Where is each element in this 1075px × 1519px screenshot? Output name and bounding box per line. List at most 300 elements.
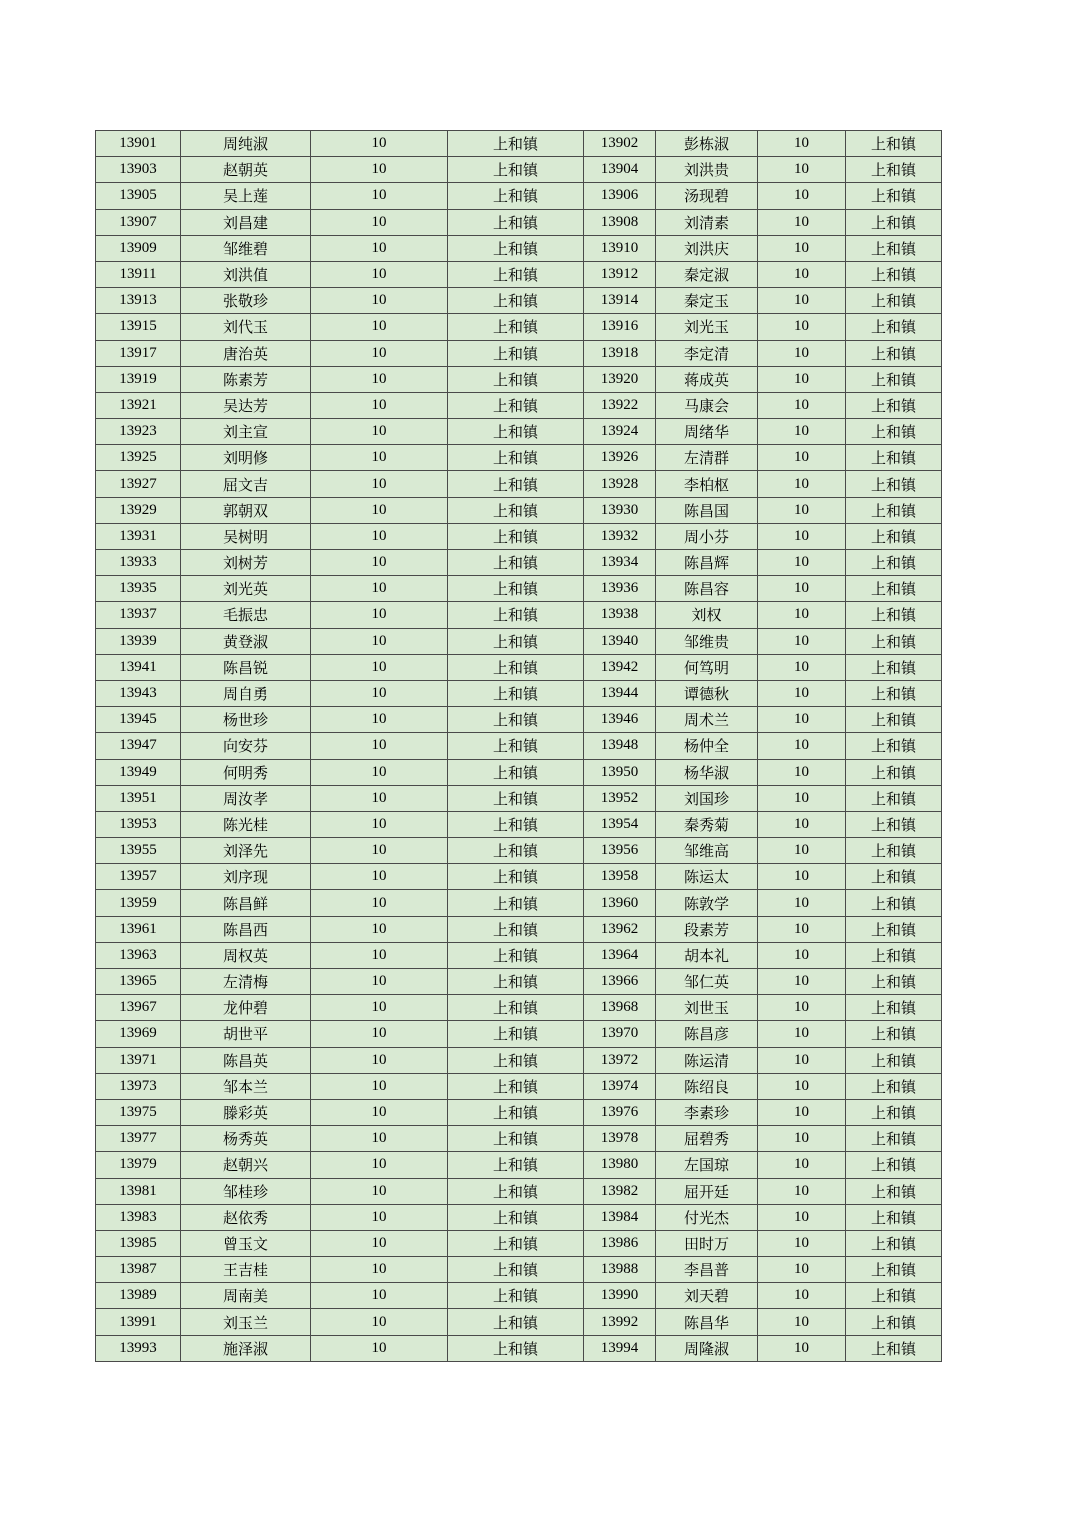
person-name-left: 陈昌英	[181, 1047, 311, 1073]
person-name-left: 邹本兰	[181, 1073, 311, 1099]
amount-left: 10	[311, 759, 448, 785]
person-name-left: 邹维碧	[181, 235, 311, 261]
record-id-left: 13935	[96, 576, 181, 602]
data-table	[95, 130, 942, 1362]
person-name-left: 刘明修	[181, 445, 311, 471]
amount-left: 10	[311, 785, 448, 811]
record-id-right: 13904	[584, 157, 656, 183]
amount-left: 10	[311, 576, 448, 602]
person-name-left: 周自勇	[181, 680, 311, 706]
town-name-right: 上和镇	[846, 1178, 942, 1204]
person-name-right: 田时万	[656, 1230, 758, 1256]
town-name-right: 上和镇	[846, 628, 942, 654]
town-name-right: 上和镇	[846, 602, 942, 628]
town-name-left: 上和镇	[448, 366, 584, 392]
person-name-right: 陈敦学	[656, 890, 758, 916]
town-name-left: 上和镇	[448, 916, 584, 942]
person-name-right: 周隆淑	[656, 1335, 758, 1361]
town-name-left: 上和镇	[448, 1230, 584, 1256]
table-row	[96, 1283, 942, 1309]
amount-right: 10	[758, 916, 846, 942]
record-id-right: 13950	[584, 759, 656, 785]
town-name-right: 上和镇	[846, 811, 942, 837]
amount-right: 10	[758, 1047, 846, 1073]
town-name-left: 上和镇	[448, 1204, 584, 1230]
record-id-right: 13986	[584, 1230, 656, 1256]
person-name-left: 赵朝兴	[181, 1152, 311, 1178]
table-body	[96, 131, 942, 1362]
town-name-left: 上和镇	[448, 131, 584, 157]
amount-right: 10	[758, 497, 846, 523]
record-id-left: 13947	[96, 733, 181, 759]
town-name-left: 上和镇	[448, 864, 584, 890]
amount-right: 10	[758, 131, 846, 157]
person-name-right: 屈碧秀	[656, 1126, 758, 1152]
amount-right: 10	[758, 1283, 846, 1309]
person-name-left: 唐治英	[181, 340, 311, 366]
amount-right: 10	[758, 1257, 846, 1283]
person-name-left: 吴树明	[181, 523, 311, 549]
town-name-left: 上和镇	[448, 523, 584, 549]
record-id-left: 13973	[96, 1073, 181, 1099]
record-id-right: 13970	[584, 1021, 656, 1047]
record-id-left: 13905	[96, 183, 181, 209]
table-row	[96, 288, 942, 314]
person-name-left: 郭朝双	[181, 497, 311, 523]
record-id-left: 13943	[96, 680, 181, 706]
amount-left: 10	[311, 1309, 448, 1335]
town-name-right: 上和镇	[846, 288, 942, 314]
amount-left: 10	[311, 707, 448, 733]
town-name-left: 上和镇	[448, 1047, 584, 1073]
town-name-right: 上和镇	[846, 366, 942, 392]
person-name-left: 吴达芳	[181, 392, 311, 418]
town-name-left: 上和镇	[448, 733, 584, 759]
table-row	[96, 838, 942, 864]
record-id-right: 13922	[584, 392, 656, 418]
table-row	[96, 1126, 942, 1152]
person-name-right: 陈昌国	[656, 497, 758, 523]
town-name-right: 上和镇	[846, 1126, 942, 1152]
person-name-left: 胡世平	[181, 1021, 311, 1047]
town-name-right: 上和镇	[846, 1309, 942, 1335]
record-id-right: 13968	[584, 995, 656, 1021]
record-id-left: 13991	[96, 1309, 181, 1335]
table-row	[96, 1073, 942, 1099]
amount-left: 10	[311, 916, 448, 942]
person-name-right: 周术兰	[656, 707, 758, 733]
amount-right: 10	[758, 838, 846, 864]
amount-left: 10	[311, 1178, 448, 1204]
town-name-left: 上和镇	[448, 392, 584, 418]
amount-right: 10	[758, 890, 846, 916]
record-id-right: 13912	[584, 261, 656, 287]
record-id-left: 13959	[96, 890, 181, 916]
town-name-left: 上和镇	[448, 838, 584, 864]
amount-right: 10	[758, 1099, 846, 1125]
record-id-right: 13956	[584, 838, 656, 864]
person-name-right: 秦定玉	[656, 288, 758, 314]
person-name-right: 邹仁英	[656, 969, 758, 995]
table-row	[96, 550, 942, 576]
record-id-left: 13985	[96, 1230, 181, 1256]
table-row	[96, 1152, 942, 1178]
town-name-left: 上和镇	[448, 1283, 584, 1309]
table-row	[96, 471, 942, 497]
amount-left: 10	[311, 890, 448, 916]
town-name-right: 上和镇	[846, 392, 942, 418]
record-id-left: 13993	[96, 1335, 181, 1361]
person-name-left: 陈光桂	[181, 811, 311, 837]
person-name-left: 陈素芳	[181, 366, 311, 392]
table-row	[96, 1047, 942, 1073]
town-name-right: 上和镇	[846, 157, 942, 183]
record-id-right: 13928	[584, 471, 656, 497]
record-id-right: 13914	[584, 288, 656, 314]
person-name-left: 刘树芳	[181, 550, 311, 576]
record-id-right: 13952	[584, 785, 656, 811]
record-id-left: 13941	[96, 654, 181, 680]
record-id-left: 13933	[96, 550, 181, 576]
amount-right: 10	[758, 1178, 846, 1204]
record-id-left: 13975	[96, 1099, 181, 1125]
amount-right: 10	[758, 1204, 846, 1230]
person-name-left: 施泽淑	[181, 1335, 311, 1361]
person-name-right: 马康会	[656, 392, 758, 418]
town-name-right: 上和镇	[846, 1230, 942, 1256]
town-name-right: 上和镇	[846, 1073, 942, 1099]
table-row	[96, 183, 942, 209]
person-name-right: 邹维高	[656, 838, 758, 864]
town-name-left: 上和镇	[448, 969, 584, 995]
record-id-left: 13903	[96, 157, 181, 183]
person-name-right: 陈绍良	[656, 1073, 758, 1099]
town-name-right: 上和镇	[846, 1283, 942, 1309]
town-name-right: 上和镇	[846, 523, 942, 549]
table-row	[96, 235, 942, 261]
town-name-left: 上和镇	[448, 628, 584, 654]
record-id-left: 13971	[96, 1047, 181, 1073]
amount-left: 10	[311, 1099, 448, 1125]
amount-right: 10	[758, 209, 846, 235]
table-row	[96, 811, 942, 837]
amount-left: 10	[311, 235, 448, 261]
person-name-left: 刘光英	[181, 576, 311, 602]
table-row	[96, 916, 942, 942]
record-id-left: 13961	[96, 916, 181, 942]
record-id-right: 13990	[584, 1283, 656, 1309]
record-id-right: 13944	[584, 680, 656, 706]
person-name-left: 杨世珍	[181, 707, 311, 733]
person-name-left: 陈昌锐	[181, 654, 311, 680]
town-name-right: 上和镇	[846, 1047, 942, 1073]
amount-right: 10	[758, 1152, 846, 1178]
amount-right: 10	[758, 419, 846, 445]
record-id-right: 13972	[584, 1047, 656, 1073]
table-row	[96, 1230, 942, 1256]
town-name-right: 上和镇	[846, 340, 942, 366]
town-name-right: 上和镇	[846, 471, 942, 497]
record-id-right: 13960	[584, 890, 656, 916]
town-name-left: 上和镇	[448, 1178, 584, 1204]
person-name-right: 刘天碧	[656, 1283, 758, 1309]
table-row	[96, 366, 942, 392]
person-name-right: 刘权	[656, 602, 758, 628]
record-id-right: 13940	[584, 628, 656, 654]
record-id-right: 13988	[584, 1257, 656, 1283]
person-name-left: 曾玉文	[181, 1230, 311, 1256]
amount-right: 10	[758, 785, 846, 811]
amount-right: 10	[758, 759, 846, 785]
record-id-right: 13924	[584, 419, 656, 445]
record-id-left: 13913	[96, 288, 181, 314]
town-name-right: 上和镇	[846, 209, 942, 235]
amount-left: 10	[311, 261, 448, 287]
amount-left: 10	[311, 1257, 448, 1283]
table-row	[96, 576, 942, 602]
record-id-left: 13923	[96, 419, 181, 445]
town-name-left: 上和镇	[448, 471, 584, 497]
person-name-left: 黄登淑	[181, 628, 311, 654]
table-row	[96, 969, 942, 995]
amount-right: 10	[758, 550, 846, 576]
amount-left: 10	[311, 602, 448, 628]
amount-right: 10	[758, 1021, 846, 1047]
town-name-left: 上和镇	[448, 497, 584, 523]
town-name-right: 上和镇	[846, 1204, 942, 1230]
town-name-left: 上和镇	[448, 654, 584, 680]
town-name-left: 上和镇	[448, 288, 584, 314]
table-row	[96, 785, 942, 811]
record-id-left: 13911	[96, 261, 181, 287]
record-id-right: 13906	[584, 183, 656, 209]
town-name-right: 上和镇	[846, 680, 942, 706]
table-row	[96, 445, 942, 471]
record-id-left: 13945	[96, 707, 181, 733]
record-id-right: 13916	[584, 314, 656, 340]
record-id-left: 13949	[96, 759, 181, 785]
amount-left: 10	[311, 995, 448, 1021]
person-name-left: 周南美	[181, 1283, 311, 1309]
table-row	[96, 1309, 942, 1335]
person-name-right: 陈运太	[656, 864, 758, 890]
town-name-right: 上和镇	[846, 314, 942, 340]
amount-left: 10	[311, 183, 448, 209]
amount-right: 10	[758, 811, 846, 837]
table-row	[96, 707, 942, 733]
person-name-right: 刘光玉	[656, 314, 758, 340]
person-name-left: 刘主宣	[181, 419, 311, 445]
table-row	[96, 1335, 942, 1361]
table-row	[96, 733, 942, 759]
record-id-left: 13917	[96, 340, 181, 366]
amount-left: 10	[311, 969, 448, 995]
amount-left: 10	[311, 209, 448, 235]
town-name-right: 上和镇	[846, 707, 942, 733]
person-name-right: 段素芳	[656, 916, 758, 942]
record-id-left: 13931	[96, 523, 181, 549]
record-id-right: 13938	[584, 602, 656, 628]
person-name-left: 刘泽先	[181, 838, 311, 864]
person-name-right: 汤现碧	[656, 183, 758, 209]
town-name-right: 上和镇	[846, 419, 942, 445]
town-name-right: 上和镇	[846, 733, 942, 759]
person-name-right: 秦秀菊	[656, 811, 758, 837]
town-name-left: 上和镇	[448, 1257, 584, 1283]
record-id-left: 13967	[96, 995, 181, 1021]
town-name-left: 上和镇	[448, 785, 584, 811]
record-id-right: 13974	[584, 1073, 656, 1099]
person-name-right: 刘国珍	[656, 785, 758, 811]
table-row	[96, 1021, 942, 1047]
town-name-right: 上和镇	[846, 890, 942, 916]
table-row	[96, 209, 942, 235]
town-name-left: 上和镇	[448, 942, 584, 968]
record-id-left: 13979	[96, 1152, 181, 1178]
town-name-left: 上和镇	[448, 1126, 584, 1152]
person-name-right: 陈昌华	[656, 1309, 758, 1335]
table-row	[96, 314, 942, 340]
record-id-left: 13987	[96, 1257, 181, 1283]
amount-left: 10	[311, 157, 448, 183]
record-id-right: 13946	[584, 707, 656, 733]
amount-right: 10	[758, 445, 846, 471]
table-row	[96, 1204, 942, 1230]
person-name-right: 左国琼	[656, 1152, 758, 1178]
town-name-left: 上和镇	[448, 1021, 584, 1047]
record-id-left: 13909	[96, 235, 181, 261]
record-id-left: 13921	[96, 392, 181, 418]
town-name-left: 上和镇	[448, 1099, 584, 1125]
amount-right: 10	[758, 1335, 846, 1361]
amount-right: 10	[758, 261, 846, 287]
person-name-left: 周纯淑	[181, 131, 311, 157]
record-id-right: 13976	[584, 1099, 656, 1125]
record-id-right: 13948	[584, 733, 656, 759]
table-row	[96, 419, 942, 445]
town-name-left: 上和镇	[448, 995, 584, 1021]
town-name-right: 上和镇	[846, 183, 942, 209]
table-row	[96, 261, 942, 287]
record-id-left: 13965	[96, 969, 181, 995]
amount-left: 10	[311, 523, 448, 549]
town-name-right: 上和镇	[846, 497, 942, 523]
town-name-left: 上和镇	[448, 759, 584, 785]
table-row	[96, 680, 942, 706]
town-name-left: 上和镇	[448, 314, 584, 340]
person-name-left: 刘玉兰	[181, 1309, 311, 1335]
record-id-right: 13918	[584, 340, 656, 366]
record-id-right: 13934	[584, 550, 656, 576]
town-name-left: 上和镇	[448, 261, 584, 287]
record-id-left: 13963	[96, 942, 181, 968]
person-name-right: 李素珍	[656, 1099, 758, 1125]
person-name-left: 陈昌鲜	[181, 890, 311, 916]
record-id-left: 13969	[96, 1021, 181, 1047]
town-name-right: 上和镇	[846, 838, 942, 864]
record-id-left: 13989	[96, 1283, 181, 1309]
record-id-right: 13908	[584, 209, 656, 235]
record-id-left: 13915	[96, 314, 181, 340]
amount-right: 10	[758, 733, 846, 759]
person-name-left: 向安芬	[181, 733, 311, 759]
record-id-right: 13936	[584, 576, 656, 602]
amount-left: 10	[311, 471, 448, 497]
town-name-left: 上和镇	[448, 576, 584, 602]
record-id-left: 13977	[96, 1126, 181, 1152]
person-name-right: 邹维贵	[656, 628, 758, 654]
amount-right: 10	[758, 680, 846, 706]
table-row	[96, 340, 942, 366]
amount-left: 10	[311, 1047, 448, 1073]
town-name-left: 上和镇	[448, 209, 584, 235]
person-name-left: 刘洪值	[181, 261, 311, 287]
town-name-right: 上和镇	[846, 576, 942, 602]
person-name-right: 何笃明	[656, 654, 758, 680]
town-name-right: 上和镇	[846, 785, 942, 811]
amount-right: 10	[758, 1073, 846, 1099]
town-name-right: 上和镇	[846, 942, 942, 968]
record-id-right: 13964	[584, 942, 656, 968]
town-name-right: 上和镇	[846, 1152, 942, 1178]
record-id-left: 13953	[96, 811, 181, 837]
amount-left: 10	[311, 445, 448, 471]
person-name-right: 刘世玉	[656, 995, 758, 1021]
table-row	[96, 523, 942, 549]
amount-right: 10	[758, 707, 846, 733]
amount-right: 10	[758, 288, 846, 314]
town-name-right: 上和镇	[846, 759, 942, 785]
amount-left: 10	[311, 1152, 448, 1178]
record-id-right: 13932	[584, 523, 656, 549]
person-name-right: 杨华淑	[656, 759, 758, 785]
person-name-right: 刘洪贵	[656, 157, 758, 183]
town-name-left: 上和镇	[448, 1335, 584, 1361]
table-row	[96, 759, 942, 785]
record-id-right: 13926	[584, 445, 656, 471]
person-name-right: 彭栋淑	[656, 131, 758, 157]
town-name-right: 上和镇	[846, 1257, 942, 1283]
town-name-left: 上和镇	[448, 602, 584, 628]
town-name-left: 上和镇	[448, 235, 584, 261]
person-name-left: 龙仲碧	[181, 995, 311, 1021]
person-name-right: 左清群	[656, 445, 758, 471]
town-name-right: 上和镇	[846, 1099, 942, 1125]
table-row	[96, 1257, 942, 1283]
amount-right: 10	[758, 576, 846, 602]
amount-left: 10	[311, 288, 448, 314]
person-name-right: 李定清	[656, 340, 758, 366]
record-id-left: 13927	[96, 471, 181, 497]
town-name-left: 上和镇	[448, 340, 584, 366]
table-row	[96, 157, 942, 183]
table-row	[96, 628, 942, 654]
amount-left: 10	[311, 131, 448, 157]
record-id-left: 13925	[96, 445, 181, 471]
record-id-left: 13901	[96, 131, 181, 157]
record-id-left: 13937	[96, 602, 181, 628]
person-name-left: 周汝孝	[181, 785, 311, 811]
amount-right: 10	[758, 523, 846, 549]
town-name-right: 上和镇	[846, 445, 942, 471]
amount-right: 10	[758, 235, 846, 261]
person-name-right: 陈昌彦	[656, 1021, 758, 1047]
record-id-right: 13984	[584, 1204, 656, 1230]
record-id-left: 13907	[96, 209, 181, 235]
town-name-left: 上和镇	[448, 550, 584, 576]
record-id-right: 13982	[584, 1178, 656, 1204]
amount-left: 10	[311, 419, 448, 445]
